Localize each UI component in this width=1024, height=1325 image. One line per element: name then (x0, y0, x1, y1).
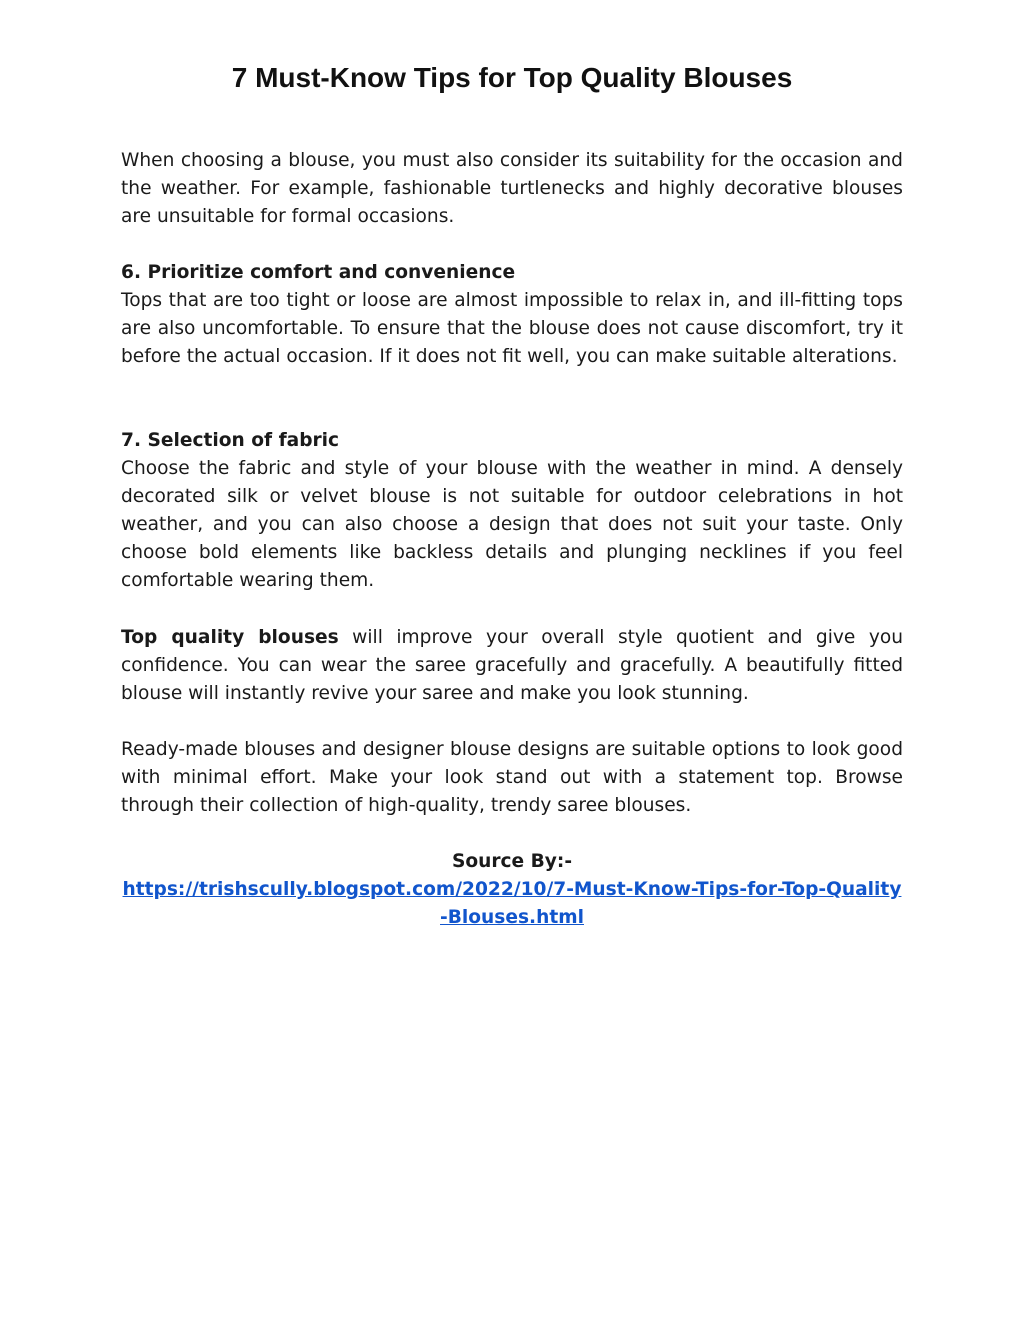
source-label: Source By:- (451, 851, 573, 872)
section-heading: 6. Prioritize comfort and convenience (121, 262, 516, 283)
conclusion-text: will improve your overall style quotient and give you confidence. You can wear the saree gracefully and gracefully. A beautifully fitted blouse will instantly revive your saree and make you look stunning. (121, 627, 903, 704)
section-heading: 7. Selection of fabric (121, 430, 340, 451)
conclusion-paragraph (121, 624, 903, 708)
conclusion-bold-lead: Top quality blouses (121, 627, 339, 648)
closing-paragraph: Ready-made blouses and designer blouse designs are suitable options to look good with minimal effort. Make your look stand out with a statement top. Browse through their collection of high-quality, trendy saree blouses. (121, 739, 903, 816)
intro-paragraph: When choosing a blouse, you must also consider its suitability for the occasion and the weather. For example, fashionable turtlenecks and highly decorative blouses are unsuitable for formal occasions. (121, 150, 903, 227)
section-comfort (121, 259, 903, 371)
section-text: Choose the fabric and style of your blouse with the weather in mind. A densely decorated silk or velvet blouse is not suitable for outdoor celebrations in hot weather, and you can also choose a design that does not suit your taste. Only choose bold elements like backless details and plunging necklines if you feel comfortable wearing them. (121, 458, 903, 591)
page-title: 7 Must-Know Tips for Top Quality Blouses (231, 62, 793, 93)
source-block (121, 848, 903, 932)
source-link[interactable]: https://trishscully.blogspot.com/2022/10/7-Must-Know-Tips-for-Top-Quality-Blouses.html (122, 879, 902, 928)
section-text: Tops that are too tight or loose are almost impossible to relax in, and ill-fitting tops are also uncomfortable. To ensure that the blouse does not cause discomfort, try it before the actual occasion. If it does not fit well, you can make suitable alterations. (121, 290, 903, 367)
section-fabric (121, 427, 903, 595)
